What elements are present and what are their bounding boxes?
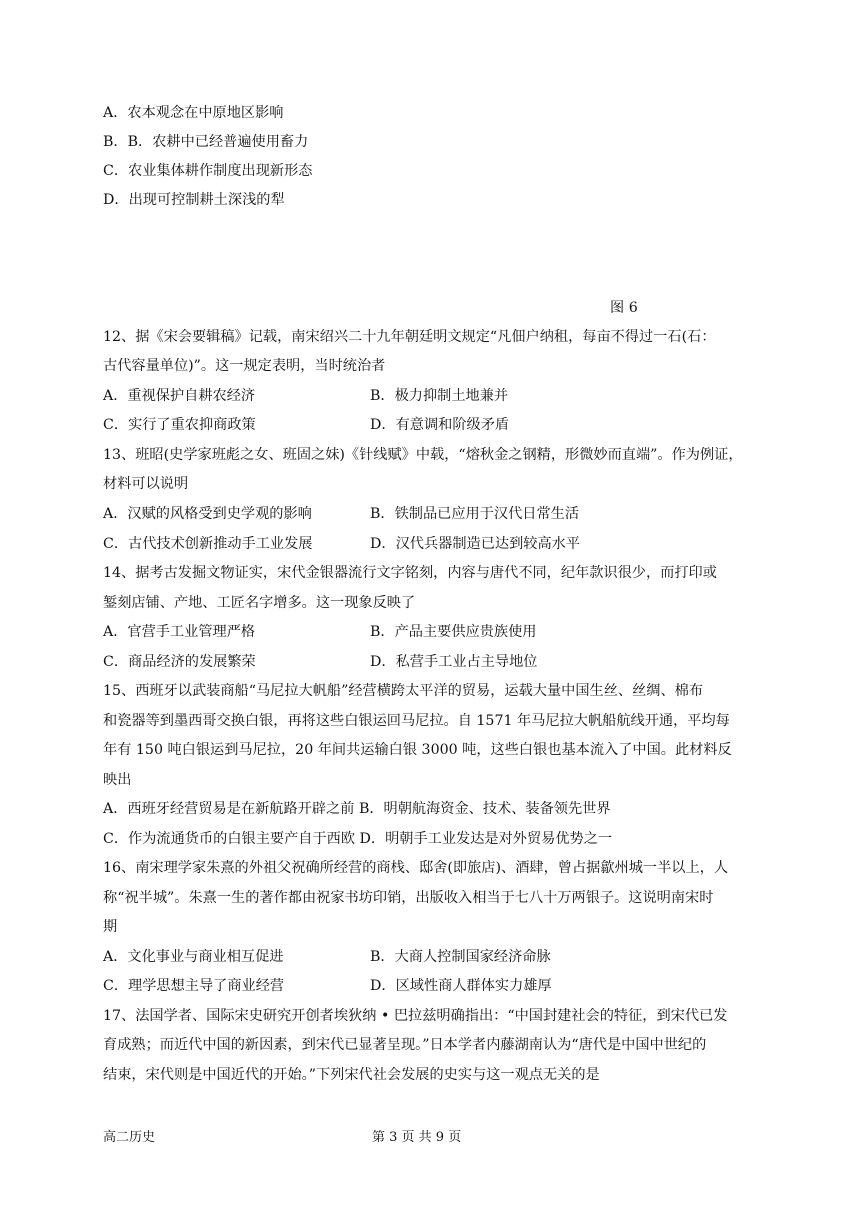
q17-stem-line-3: 结束，宋代则是中国近代的开始。”下列宋代社会发展的史实与这一观点无关的是 [103,1067,600,1083]
q12-option-b: B．极力抑制土地兼并 [370,388,509,404]
q14-stem-line-2: 錾刻店铺、产地、工匠名字增多。这一现象反映了 [103,595,416,611]
q12-stem-line-1: 12、据《宋会要辑稿》记载，南宋绍兴二十九年朝廷明文规定“凡佃户纳租，每亩不得过一石(石： [103,329,716,345]
q12-stem-line-2: 古代容量单位)”。这一规定表明，当时统治者 [103,358,386,374]
q16-stem-line-3: 期 [103,919,118,935]
q13-option-a: A．汉赋的风格受到史学观的影响 [103,506,312,522]
q11-option-a: A．农本观念在中原地区影响 [103,105,284,121]
q16-option-c: C．理学思想主导了商业经营 [103,978,285,994]
q15-stem-line-4: 映出 [103,772,132,788]
q15-stem-line-1: 15、西班牙以武装商船“马尼拉大帆船”经营横跨太平洋的贸易，运载大量中国生丝、丝绸、棉布 [103,683,704,699]
q14-stem-line-1: 14、据考古发掘文物证实，宋代金银器流行文字铭刻，内容与唐代不同，纪年款识很少，而打印或 [103,565,717,581]
footer-subject: 高二历史 [103,1130,156,1145]
q14-option-a: A．官营手工业管理严格 [103,624,256,640]
q14-option-b: B．产品主要供应贵族使用 [370,624,537,640]
q12-option-a: A．重视保护自耕农经济 [103,388,256,404]
q13-stem-line-2: 材料可以说明 [103,476,189,492]
q13-option-b: B．铁制品已应用于汉代日常生活 [370,506,580,522]
q12-option-d: D．有意调和阶级矛盾 [370,417,510,433]
q12-option-c: C．实行了重农抑商政策 [103,417,256,433]
q15-options-ab: A．西班牙经营贸易是在新航路开辟之前 B．明朝航海资金、技术、装备领先世界 [103,801,611,817]
q16-stem-line-1: 16、南宋理学家朱熹的外祖父祝确所经营的商栈、邸舍(即旅店)、酒肆，曾占据歙州城一半以上，人 [103,860,729,876]
q11-option-c: C．农业集体耕作制度出现新形态 [103,163,313,179]
q13-stem-line-1: 13、班昭(史学家班彪之女、班固之妹)《针线赋》中载，“熔秋金之钢精，形微妙而直端”。作为例证， [103,447,743,463]
q14-option-d: D．私营手工业占主导地位 [370,654,538,670]
q17-stem-line-1: 17、法国学者、国际宋史研究开创者埃狄纳 • 巴拉兹明确指出：“中国封建社会的特征，到宋代已发 [103,1008,728,1024]
q15-stem-line-3: 年有 150 吨白银运到马尼拉，20 年间共运输白银 3000 吨，这些白银也基本流入了中国。此材料反 [103,742,732,758]
q16-stem-line-2: 称“祝半城”。朱熹一生的著作都由祝家书坊印销，出版收入相当于七八十万两银子。这说明南宋时 [103,890,714,906]
q17-stem-line-2: 育成熟；而近代中国的新因素，到宋代已显著呈现。”日本学者内藤湖南认为“唐代是中国中世纪的 [103,1037,707,1053]
q11-option-d: D．出现可控制耕土深浅的犁 [103,192,285,208]
q16-option-a: A．文化事业与商业相互促进 [103,949,284,965]
q16-option-d: D．区域性商人群体实力雄厚 [370,978,552,994]
figure-label: 图 6 [610,300,638,316]
q15-options-cd: C．作为流通货币的白银主要产自于西欧 D．明朝手工业发达是对外贸易优势之一 [103,831,613,847]
q16-option-b: B．大商人控制国家经济命脉 [370,949,551,965]
q15-stem-line-2: 和瓷器等到墨西哥交换白银，再将这些白银运回马尼拉。自 1571 年马尼拉大帆船航线开通，平均每 [103,713,730,729]
q13-option-c: C．古代技术创新推动手工业发展 [103,536,313,552]
q13-option-d: D．汉代兵器制造已达到较高水平 [370,536,581,552]
footer-page-number: 第 3 页 共 9 页 [372,1130,462,1145]
q14-option-c: C．商品经济的发展繁荣 [103,654,256,670]
q11-option-b: B．B．农耕中已经普遍使用畜力 [103,134,309,150]
